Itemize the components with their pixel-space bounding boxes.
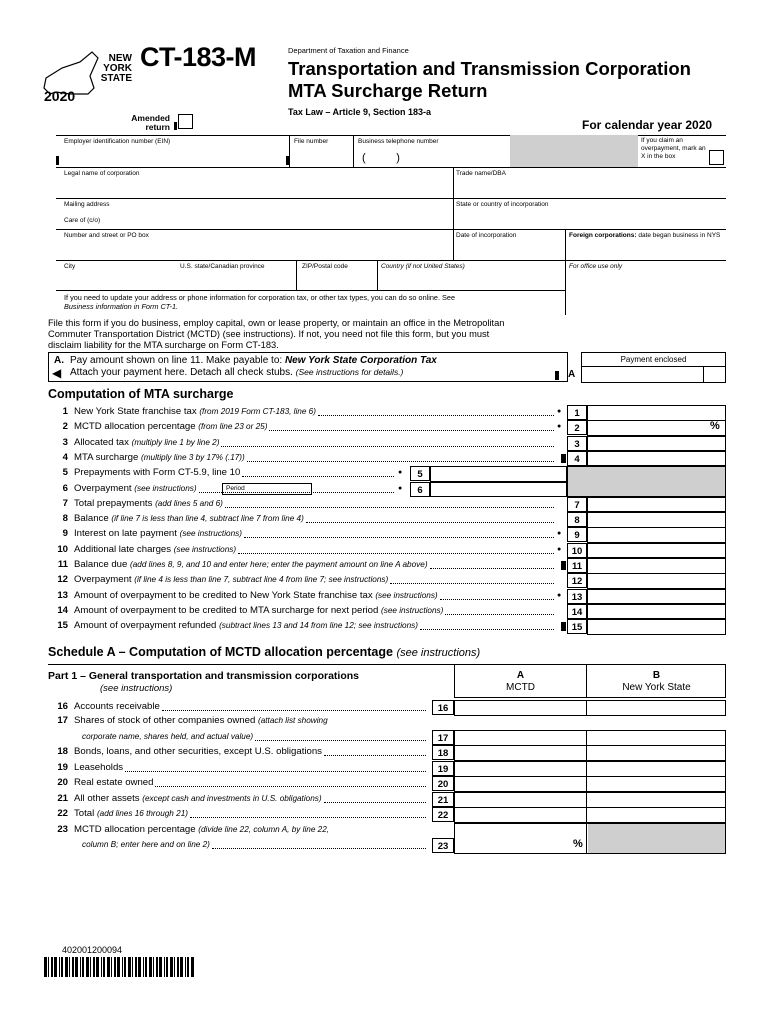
tax-law-label: Tax Law – Article 9, Section 183-a [288, 107, 432, 117]
computation-line-6 [54, 482, 197, 496]
file-number-label: File number [294, 138, 329, 145]
computation-line-13 [54, 589, 438, 603]
barcode-bar [135, 957, 137, 977]
line-note: (divide line 22, column A, by line 22, [198, 825, 330, 834]
mailing-address-label: Mailing address [64, 201, 110, 208]
barcode-bar [93, 957, 95, 977]
amount-field-line-3[interactable] [587, 436, 726, 452]
business-phone-label: Business telephone number [358, 138, 439, 145]
amount-field-line-1[interactable] [587, 405, 726, 421]
dot-leader [390, 583, 554, 584]
line-number: 1 [62, 406, 68, 417]
line-text: Real estate owned [74, 777, 154, 788]
line-text: MCTD allocation percentage [74, 421, 196, 433]
line-text: Total prepayments [74, 497, 153, 509]
amount-field-line-14[interactable] [587, 604, 726, 620]
period-field[interactable]: Period [222, 483, 312, 495]
barcode-bar [156, 957, 158, 977]
number-street-field[interactable] [60, 240, 450, 258]
computation-line-7 [54, 497, 223, 511]
payment-enclosed-label: Payment enclosed [620, 355, 687, 364]
marker [174, 122, 177, 130]
file-number-field[interactable] [292, 146, 350, 166]
year-label: 2020 [44, 88, 76, 104]
line-text: MTA surcharge [74, 451, 139, 463]
line-number: 4 [62, 451, 68, 463]
line-note: (see instructions) [134, 483, 197, 493]
line-number: 21 [57, 793, 68, 804]
payment-line1: Pay amount shown on line 11. Make payable to: New York State Corporation Tax [70, 355, 437, 366]
amount-field-line-5[interactable] [430, 466, 567, 482]
schedule-line-21 [54, 792, 322, 806]
barcode-bar [96, 957, 99, 977]
barcode-bar [61, 957, 63, 977]
line-number: 11 [57, 559, 68, 570]
barcode-bar [101, 957, 102, 977]
legal-name-label: Legal name of corporation [64, 170, 140, 177]
barcode-bar [124, 957, 126, 977]
amount-field-line-12[interactable] [587, 573, 726, 589]
line-box-number: 23 [432, 838, 454, 853]
line-text: Accounts receivable [74, 701, 160, 712]
barcode-bar [185, 957, 186, 977]
column-a-field-17[interactable] [454, 730, 587, 746]
barcode-bar [187, 957, 189, 977]
ein-label: Employer identification number (EIN) [64, 138, 171, 145]
dot-leader [221, 446, 554, 447]
barcode [44, 957, 194, 977]
barcode-bar [159, 957, 162, 977]
amended-return-checkbox[interactable] [178, 114, 193, 129]
barcode-bar [80, 957, 81, 977]
marker [555, 371, 559, 380]
barcode-bar [166, 957, 168, 977]
bullet-icon: ● [557, 591, 562, 599]
payment-line2: Attach your payment here. Detach all check stubs. (See instructions for details.) [70, 367, 404, 378]
business-phone-field[interactable]: ( ) [362, 152, 400, 164]
bullet-icon: ● [557, 408, 562, 415]
column-a-field-16[interactable] [454, 700, 587, 716]
line-box-number: 8 [567, 512, 587, 527]
dot-leader [212, 848, 426, 849]
ein-field[interactable] [60, 146, 286, 166]
trade-name-label: Trade name/DBA [456, 170, 506, 177]
ny-state-logo: NEW YORK STATE [40, 48, 135, 106]
line-text: All other assets [74, 793, 140, 804]
line-box-number: 9 [567, 527, 587, 542]
trade-name-field[interactable] [456, 178, 724, 196]
line-text: Shares of stock of other companies owned [74, 715, 256, 726]
barcode-bar [170, 957, 173, 977]
barcode-bar [107, 957, 110, 977]
computation-line-5 [54, 466, 240, 480]
number-street-label: Number and street or PO box [64, 232, 149, 239]
computation-line-4 [54, 451, 245, 465]
line-text: Amount of overpayment to be credited to MTA surcharge for next period [74, 604, 379, 616]
city-label: City [64, 263, 76, 270]
barcode-bar [164, 957, 165, 977]
office-use-label: For office use only [569, 263, 623, 270]
barcode-bar [122, 957, 123, 977]
amount-field-line-8[interactable] [587, 512, 726, 528]
dot-leader [318, 415, 554, 416]
update-note-2: Business information in Form CT-1. [64, 302, 179, 311]
barcode-bar [143, 957, 144, 977]
instructions-line1: File this form if you do business, employ capital, own or lease property, or maintain an office in the Metropolitan [48, 318, 505, 328]
line-box-number: 14 [567, 604, 587, 619]
line-text: Overpayment [74, 574, 132, 586]
line-box-number: 12 [567, 573, 587, 588]
line-note: (see instructions) [179, 529, 242, 539]
barcode-bar [145, 957, 147, 977]
marker [561, 561, 566, 570]
line-box-number: 3 [567, 436, 587, 451]
line-number: 17 [57, 715, 68, 726]
line-text: MCTD allocation percentage [74, 824, 196, 835]
column-a-name: MCTD [506, 682, 535, 693]
barcode-number: 402001200094 [62, 945, 123, 955]
barcode-bar [54, 957, 57, 977]
computation-line-9 [54, 527, 242, 541]
state-country-field[interactable] [456, 209, 724, 227]
amount-field-line-2[interactable] [587, 420, 726, 436]
line-text: Leaseholds [74, 762, 124, 773]
country-label: Country (if not United States) [381, 263, 465, 270]
form-title-line1: Transportation and Transmission Corporation [288, 58, 691, 79]
barcode-bar [180, 957, 183, 977]
schedule-a-title: Schedule A – Computation of MCTD allocation percentage (see instructions) [48, 645, 481, 659]
line-box-number: 21 [432, 792, 454, 807]
barcode-bar [69, 957, 70, 977]
line-number: 16 [57, 701, 68, 712]
dot-leader [255, 740, 426, 741]
barcode-bar [51, 957, 53, 977]
line-box-number: 16 [432, 700, 454, 715]
barcode-bar [132, 957, 133, 977]
line-number: 22 [57, 808, 68, 819]
computation-line-1 [54, 405, 316, 419]
column-a-letter: A [516, 670, 525, 681]
line-text: Prepayments with Form CT-5.9, line 10 [74, 467, 241, 479]
line-note: (see instructions) [375, 590, 438, 600]
marker [286, 156, 289, 165]
computation-line-2 [54, 420, 267, 434]
line-text: Amount of overpayment refunded [74, 620, 217, 632]
dot-leader [324, 755, 426, 756]
barcode-bar [174, 957, 175, 977]
line-number: 12 [57, 574, 68, 586]
gray-area [567, 466, 726, 497]
line-text: Balance due [74, 559, 128, 570]
barcode-bar [75, 957, 78, 977]
column-a-field-21[interactable] [454, 792, 587, 808]
line-box-number: 4 [567, 451, 587, 466]
dot-leader [190, 817, 426, 818]
update-note-1: If you need to update your address or phone information for corporation tax, or other tax types, you can do so online. See [64, 293, 456, 302]
line-number: 5 [62, 467, 68, 479]
column-b-field-21[interactable] [587, 792, 726, 808]
dot-leader [445, 614, 554, 615]
line-number: 14 [57, 604, 68, 616]
computation-line-3 [54, 436, 219, 450]
payment-arrow-icon: ◀ [52, 366, 62, 380]
instructions-line3: disclaim liability for the MTA surcharge on Form CT-183. [48, 340, 279, 350]
dot-leader [238, 553, 554, 554]
schedule-line-continued [54, 838, 210, 852]
barcode-bar [59, 957, 60, 977]
column-a-field-19[interactable] [454, 761, 587, 777]
amount-field-line-10[interactable] [587, 543, 726, 559]
barcode-bar [177, 957, 179, 977]
bullet-icon: ● [557, 423, 562, 431]
column-b-field-19[interactable] [587, 761, 726, 777]
line-text: Balance [74, 513, 109, 525]
line-box-number: 7 [567, 497, 587, 512]
column-b-field-17[interactable] [587, 730, 726, 746]
line-text: Amount of overpayment to be credited to New York State franchise tax [74, 589, 373, 601]
line-text: Allocated tax [74, 436, 129, 448]
barcode-bar [103, 957, 105, 977]
line-note: (add lines 5 and 6) [155, 498, 223, 508]
line-number: 8 [62, 513, 68, 525]
line-note: (from 2019 Form CT-183, line 6) [199, 407, 316, 416]
line-note: (see instructions) [381, 605, 444, 615]
barcode-bar [138, 957, 141, 977]
line-number: 23 [57, 824, 68, 835]
form-number: CT-183-M [140, 42, 257, 72]
payment-box-letter: A [568, 369, 576, 380]
dot-leader [242, 476, 394, 477]
dot-leader [269, 430, 554, 431]
barcode-bar [65, 957, 68, 977]
bullet-icon: ● [557, 530, 562, 538]
instructions-line2: Commuter Transportation District (MCTD) (see instructions). If not, you need not file this form, but you must [48, 329, 490, 339]
overpayment-checkbox[interactable] [709, 150, 724, 165]
state-province-label: U.S. state/Canadian province [180, 263, 265, 270]
line-text: Additional late charges [74, 543, 172, 555]
dot-leader [244, 537, 554, 538]
line-number: 13 [57, 589, 68, 601]
part1-title: Part 1 – General transportation and transmission corporations [48, 670, 359, 682]
line-text: Interest on late payment [74, 528, 177, 540]
amount-field-line-9[interactable] [587, 527, 726, 543]
marker [561, 622, 566, 631]
line-text: Bonds, loans, and other securities, except U.S. obligations [74, 746, 322, 757]
legal-name-field[interactable] [60, 178, 450, 196]
column-a-field-18[interactable] [454, 745, 587, 761]
computation-line-14 [54, 604, 443, 618]
column-b-field-22[interactable] [587, 807, 726, 823]
line-number: 18 [57, 746, 68, 757]
barcode-bar [153, 957, 154, 977]
line-number: 2 [62, 421, 68, 433]
line-box-number: 17 [432, 730, 454, 745]
amount-field-line-6[interactable] [430, 482, 567, 498]
line-box-number: 11 [567, 558, 587, 573]
dot-leader [225, 507, 554, 508]
amended-return-label: Amended return [131, 113, 170, 132]
barcode-bar [82, 957, 84, 977]
bullet-icon: ● [398, 484, 403, 492]
line-note: (add lines 8, 9, and 10 and enter here; enter the payment amount on line A above) [130, 560, 428, 569]
barcode-bar [114, 957, 116, 977]
marker [56, 156, 59, 165]
computation-line-11 [54, 558, 428, 572]
line-note: (see instructions) [173, 544, 237, 554]
part1-sub: (see instructions) [100, 683, 173, 694]
line-box-number: 2 [567, 420, 587, 435]
line-box-number: 13 [567, 589, 587, 604]
schedule-line-continued [54, 730, 253, 744]
line-note: (multiply line 1 by line 2) [131, 437, 220, 447]
line-box-number: 15 [567, 619, 587, 634]
line-note: (multiply line 3 by 17% (.17)) [141, 452, 245, 462]
bullet-icon: ● [398, 469, 403, 477]
line-box-number: 1 [567, 405, 587, 420]
computation-line-10 [54, 543, 236, 557]
gray-area [510, 135, 638, 167]
line-number: 9 [62, 528, 68, 540]
line-note: (except cash and investments in U.S. obligations) [142, 794, 322, 803]
line-text: Overpayment [74, 482, 132, 494]
column-b-name: New York State [622, 682, 691, 693]
foreign-corps-label: Foreign corporations: date began business in NYS [569, 232, 721, 239]
schedule-line-18 [54, 745, 322, 759]
barcode-bar [128, 957, 131, 977]
barcode-bar [72, 957, 74, 977]
computation-line-12 [54, 573, 388, 587]
barcode-bar [149, 957, 152, 977]
dot-leader [420, 629, 554, 630]
amount-field-line-4[interactable] [587, 451, 726, 467]
dot-leader [440, 599, 554, 600]
column-b-field-16[interactable] [587, 700, 726, 716]
computation-line-8 [54, 512, 304, 526]
line-box-number: 5 [410, 466, 430, 481]
line-note: (attach list showing [258, 716, 328, 725]
barcode-bar [44, 957, 47, 977]
line-box-number: 10 [567, 543, 587, 558]
amount-field-line-7[interactable] [587, 497, 726, 513]
schedule-line-23 [54, 823, 329, 837]
computation-title: Computation of MTA surcharge [48, 387, 234, 401]
line-text: Total [74, 808, 95, 819]
line-note: (if line 4 is less than line 7, subtract line 4 from line 7; see instructions) [134, 575, 389, 585]
column-a-field-23[interactable] [454, 823, 587, 854]
barcode-bar [86, 957, 89, 977]
line-box-number: 22 [432, 807, 454, 822]
schedule-line-22 [54, 807, 188, 821]
dot-leader [125, 771, 426, 772]
column-a-field-20[interactable] [454, 776, 587, 792]
computation-line-15 [54, 619, 418, 633]
line-note: column B; enter here and on line 2) [82, 840, 210, 849]
schedule-line-19 [54, 761, 123, 775]
line-box-number: 18 [432, 745, 454, 760]
dot-leader [430, 568, 554, 569]
dot-leader [247, 461, 554, 462]
line-number: 10 [57, 543, 68, 555]
amount-field-line-11[interactable] [587, 558, 726, 574]
schedule-line-16 [54, 700, 160, 714]
line-box-number: 20 [432, 776, 454, 791]
barcode-bar [90, 957, 91, 977]
care-of-field[interactable] [100, 213, 450, 227]
amount-field-line-15[interactable] [587, 619, 726, 635]
amount-field-line-13[interactable] [587, 589, 726, 605]
schedule-line-17 [54, 714, 328, 728]
line-box-number: 19 [432, 761, 454, 776]
calendar-year-label: For calendar year 2020 [582, 118, 713, 132]
column-b-letter: B [652, 670, 661, 681]
column-a-field-22[interactable] [454, 807, 587, 823]
schedule-line-20 [54, 776, 153, 790]
line-number: 3 [62, 436, 68, 448]
zip-label: ZIP/Postal code [302, 263, 348, 270]
foreign-corps-field[interactable] [569, 240, 724, 258]
line-number: 20 [57, 777, 68, 788]
line-note: (from line 23 or 25) [198, 422, 268, 432]
overpayment-note: If you claim an overpayment, mark an X in the box [641, 137, 706, 160]
line-note: (add lines 16 through 21) [96, 809, 188, 818]
barcode-bar [191, 957, 194, 977]
column-b-field-18[interactable] [587, 745, 726, 761]
line-number: 7 [62, 497, 68, 509]
date-incorporation-label: Date of incorporation [456, 232, 517, 239]
barcode-bar [111, 957, 112, 977]
gray-area [588, 824, 725, 853]
country-field[interactable] [379, 271, 563, 288]
line-note: (subtract lines 13 and 14 from line 12; see instructions) [219, 621, 418, 631]
line-note: (if line 7 is less than line 4, subtract line 7 from line 4) [111, 514, 304, 524]
dot-leader [324, 802, 426, 803]
barcode-bar [117, 957, 120, 977]
dot-leader [306, 522, 554, 523]
payment-a-label: A. [54, 355, 64, 366]
percent-sign: % [573, 838, 583, 850]
care-of-label: Care of (c/o) [64, 217, 101, 224]
line-number: 19 [57, 762, 68, 773]
state-country-label: State or country of incorporation [456, 201, 549, 208]
bullet-icon: ● [557, 545, 562, 553]
zip-field[interactable] [298, 271, 375, 288]
marker [561, 454, 566, 463]
line-box-number: 6 [410, 482, 430, 497]
form-title-line2: MTA Surcharge Return [288, 80, 488, 101]
date-incorporation-field[interactable] [456, 240, 562, 258]
line-number: 6 [62, 482, 68, 494]
dot-leader [162, 710, 426, 711]
department-label: Department of Taxation and Finance [288, 46, 409, 55]
line-text: New York State franchise tax [74, 406, 197, 417]
barcode-bar [48, 957, 49, 977]
city-field[interactable] [60, 271, 294, 288]
column-b-field-20[interactable] [587, 776, 726, 792]
dot-leader [155, 786, 426, 787]
percent-sign: % [710, 420, 720, 433]
line-note: corporate name, shares held, and actual value) [82, 732, 254, 741]
line-number: 15 [57, 620, 68, 632]
